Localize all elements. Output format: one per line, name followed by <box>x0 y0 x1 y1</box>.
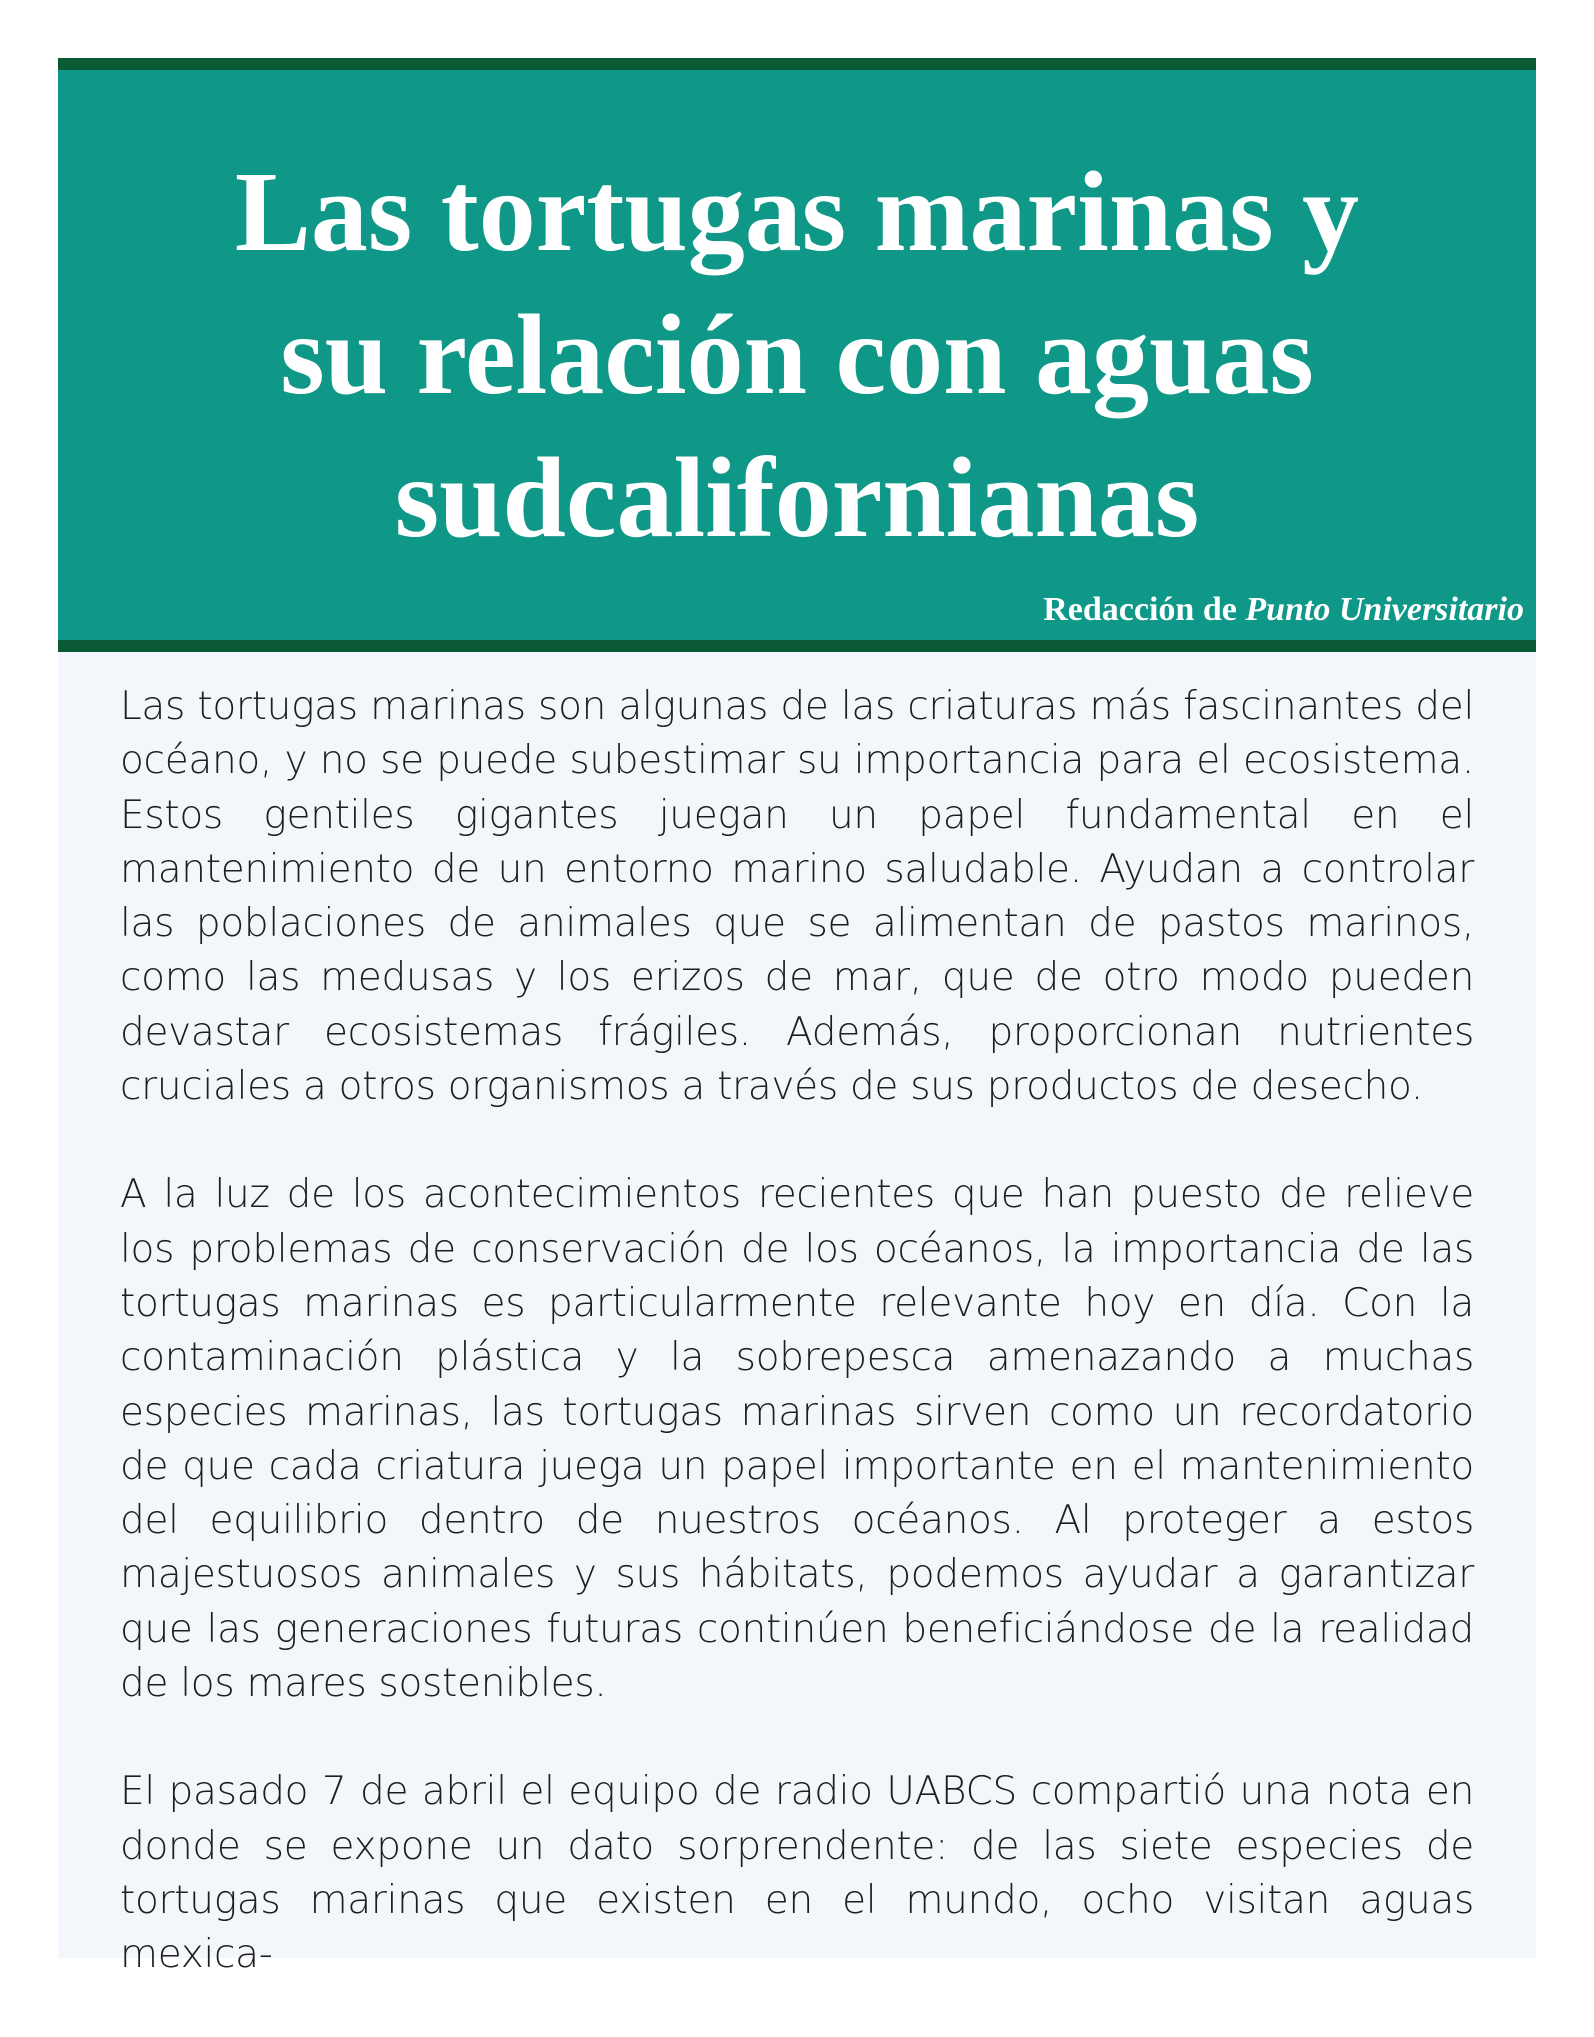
title-banner <box>58 58 1536 652</box>
paragraph: Las tortugas marinas son algunas de las criaturas más fascinantes del océano, y no se puede subestimar su importancia para el ecosistema. Estos gentiles gigantes juegan un papel fundamental en el mantenimiento de un entorno marino saludable. Ayudan a controlar las poblaciones de animales que se alimentan de pastos marinos, como las medusas y los erizos de mar, que de otro modo pueden devastar ecosistemas frágiles. Además, proporcionan nutrientes cruciales a otros organismos a través de sus productos de desecho. <box>120 684 1474 1110</box>
article-body <box>58 652 1536 1978</box>
paragraph: A la luz de los acontecimientos recientes que han puesto de relieve los problemas de conservación de los océanos, la importancia de las tortugas marinas es particularmente relevante hoy en día. Con la contaminación plástica y la sobrepesca amenazando a muchas especies marinas, las tortugas marinas sirven como un recordatorio de que cada criatura juega un papel importante en el mantenimiento del equilibrio dentro de nuestros océanos. Al proteger a estos majestuosos animales y sus hábitats, podemos ayudar a garantizar que las generaciones futuras continúen beneficiándose de la realidad de los mares sostenibles. <box>120 1172 1474 1707</box>
byline-publication: Punto Universitario <box>1245 591 1524 628</box>
paragraph: El pasado 7 de abril el equipo de radio UABCS compartió una nota en donde se expone un dato sorprendente: de las siete especies de tortugas marinas que existen en el mundo, ocho visitan aguas mexica- <box>120 1769 1474 1978</box>
article-text <box>120 680 1474 2037</box>
title-line: su relación con aguas <box>280 291 1314 418</box>
byline <box>1043 590 1524 630</box>
byline-prefix: Redacción de <box>1043 591 1246 628</box>
article-title <box>58 140 1536 569</box>
title-line: sudcalifornianas <box>394 434 1200 561</box>
title-line: Las tortugas marinas y <box>234 148 1360 275</box>
